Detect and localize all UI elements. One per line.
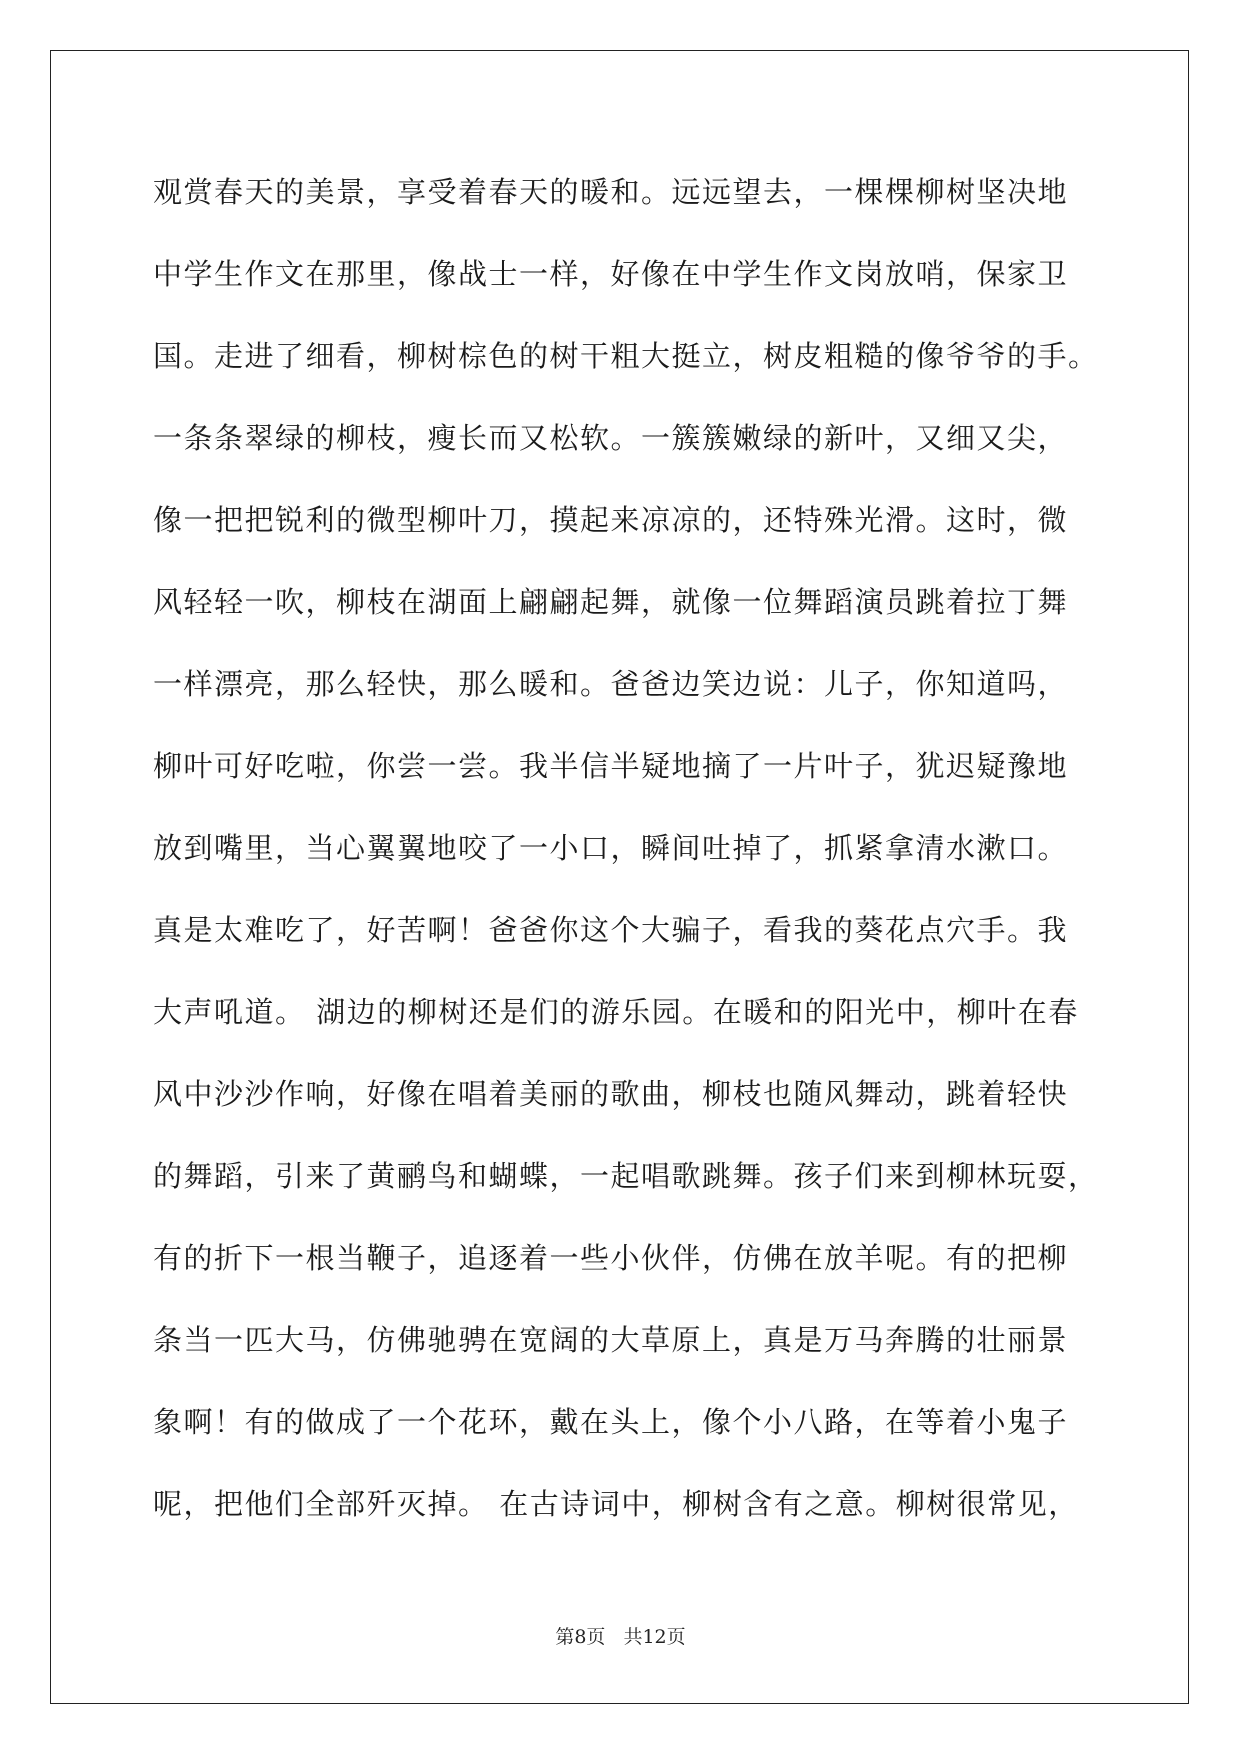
text-line: 有的折下一根当鞭子，追逐着一些小伙伴，仿佛在放羊呢。有的把柳 bbox=[153, 1241, 1069, 1275]
text-line: 条当一匹大马，仿佛驰骋在宽阔的大草原上，真是万马奔腾的壮丽景 bbox=[153, 1323, 1069, 1357]
text-line: 一样漂亮，那么轻快，那么暖和。爸爸边笑边说：儿子，你知道吗， bbox=[153, 667, 1069, 701]
page-number-current: 第8页 bbox=[555, 1626, 606, 1648]
text-line: 象啊！有的做成了一个花环，戴在头上，像个小八路，在等着小鬼子 bbox=[153, 1405, 1069, 1439]
text-line: 中学生作文在那里，像战士一样，好像在中学生作文岗放哨，保家卫 bbox=[153, 257, 1069, 291]
text-line: 像一把把锐利的微型柳叶刀，摸起来凉凉的，还特殊光滑。这时，微 bbox=[153, 503, 1069, 537]
text-line: 观赏春天的美景，享受着春天的暖和。远远望去，一棵棵柳树坚决地 bbox=[153, 175, 1069, 209]
text-line: 风中沙沙作响，好像在唱着美丽的歌曲，柳枝也随风舞动，跳着轻快 bbox=[153, 1077, 1069, 1111]
page-number-total: 共12页 bbox=[623, 1626, 686, 1648]
text-line: 真是太难吃了，好苦啊！爸爸你这个大骗子，看我的葵花点穴手。我 bbox=[153, 913, 1069, 947]
text-line: 柳叶可好吃啦，你尝一尝。我半信半疑地摘了一片叶子，犹迟疑豫地 bbox=[153, 749, 1069, 783]
text-line: 国。走进了细看，柳树棕色的树干粗大挺立，树皮粗糙的像爷爷的手。 bbox=[153, 339, 1099, 373]
text-line: 呢，把他们全部歼灭掉。 在古诗词中，柳树含有之意。柳树很常见， bbox=[153, 1487, 1079, 1521]
text-line: 大声吼道。 湖边的柳树还是们的游乐园。在暖和的阳光中，柳叶在春 bbox=[153, 995, 1079, 1029]
text-line: 的舞蹈，引来了黄鹂鸟和蝴蝶，一起唱歌跳舞。孩子们来到柳林玩耍， bbox=[153, 1159, 1099, 1193]
text-line: 风轻轻一吹，柳枝在湖面上翩翩起舞，就像一位舞蹈演员跳着拉丁舞 bbox=[153, 585, 1069, 619]
page-footer bbox=[0, 1622, 1241, 1652]
document-body bbox=[153, 164, 1113, 1558]
text-line: 一条条翠绿的柳枝，瘦长而又松软。一簇簇嫩绿的新叶，又细又尖， bbox=[153, 421, 1069, 455]
text-line: 放到嘴里，当心翼翼地咬了一小口，瞬间吐掉了，抓紧拿清水漱口。 bbox=[153, 831, 1069, 865]
